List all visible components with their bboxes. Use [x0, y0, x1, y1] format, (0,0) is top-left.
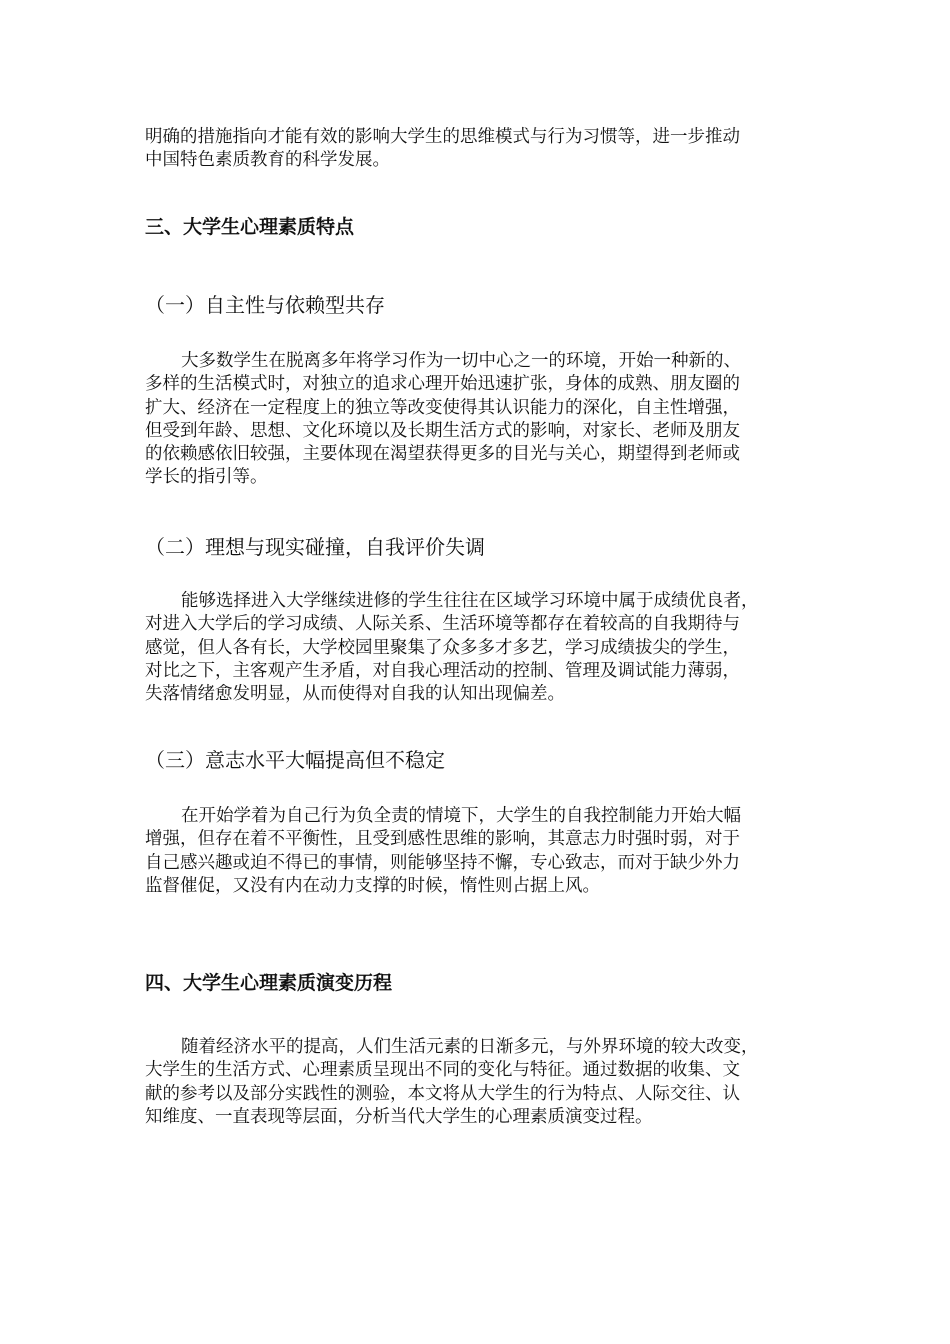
paragraph-line: 多样的生活模式时，对独立的追求心理开始迅速扩张，身体的成熟、朋友圈的	[145, 374, 740, 395]
intro-paragraph	[145, 126, 810, 173]
paragraph-line: 增强，但存在着不平衡性，且受到感性思维的影响，其意志力时强时弱，对于	[145, 829, 740, 850]
section-4-heading: 四、大学生心理素质演变历程	[145, 972, 393, 994]
paragraph-line: 能够选择进入大学继续进修的学生往往在区域学习环境中属于成绩优良者，	[181, 591, 759, 611]
paragraph-line: 明确的措施指向才能有效的影响大学生的思维模式与行为习惯等，进一步推动	[145, 127, 740, 147]
paragraph-line: 学长的指引等。	[145, 467, 268, 488]
subsection-3-paragraph	[145, 805, 810, 898]
paragraph-line: 献的参考以及部分实践性的测验，本文将从大学生的行为特点、人际交往、认	[145, 1083, 740, 1104]
section-3-heading: 三、大学生心理素质特点	[145, 216, 355, 238]
paragraph-line: 知维度、一直表现等层面，分析当代大学生的心理素质演变过程。	[145, 1106, 653, 1127]
paragraph-line: 对进入大学后的学习成绩、人际关系、生活环境等都存在着较高的自我期待与	[145, 614, 740, 635]
paragraph-line: 感觉，但人各有长，大学校园里聚集了众多多才多艺，学习成绩拔尖的学生，	[145, 637, 740, 658]
subsection-1-heading: （一）自主性与依赖型共存	[145, 293, 385, 317]
paragraph-line: 失落情绪愈发明显，从而使得对自我的认知出现偏差。	[145, 684, 565, 705]
paragraph-line: 随着经济水平的提高，人们生活元素的日渐多元，与外界环境的较大改变，	[181, 1037, 759, 1057]
subsection-3-heading: （三）意志水平大幅提高但不稳定	[145, 748, 445, 772]
paragraph-line: 但受到年龄、思想、文化环境以及长期生活方式的影响，对家长、老师及朋友	[145, 420, 740, 441]
paragraph-line: 监督催促，又没有内在动力支撑的时候，惰性则占据上风。	[145, 875, 600, 896]
subsection-2-heading: （二）理想与现实碰撞，自我评价失调	[145, 535, 485, 559]
paragraph-line: 扩大、经济在一定程度上的独立等改变使得其认识能力的深化，自主性增强，	[145, 397, 740, 418]
subsection-2-paragraph	[145, 590, 810, 706]
paragraph-line: 在开始学着为自己行为负全责的情境下，大学生的自我控制能力开始大幅	[181, 806, 741, 826]
paragraph-line: 大学生的生活方式、心理素质呈现出不同的变化与特征。通过数据的收集、文	[145, 1060, 740, 1081]
paragraph-line: 大多数学生在脱离多年将学习作为一切中心之一的环境，开始一种新的、	[181, 351, 741, 371]
subsection-1-paragraph	[145, 350, 810, 490]
paragraph-line: 对比之下，主客观产生矛盾，对自我心理活动的控制、管理及调试能力薄弱，	[145, 660, 740, 681]
paragraph-line: 中国特色素质教育的科学发展。	[145, 150, 390, 171]
paragraph-line: 自己感兴趣或迫不得已的事情，则能够坚持不懈，专心致志，而对于缺少外力	[145, 852, 740, 873]
section-4-paragraph	[145, 1036, 810, 1129]
paragraph-line: 的依赖感依旧较强，主要体现在渴望获得更多的目光与关心，期望得到老师或	[145, 444, 740, 465]
